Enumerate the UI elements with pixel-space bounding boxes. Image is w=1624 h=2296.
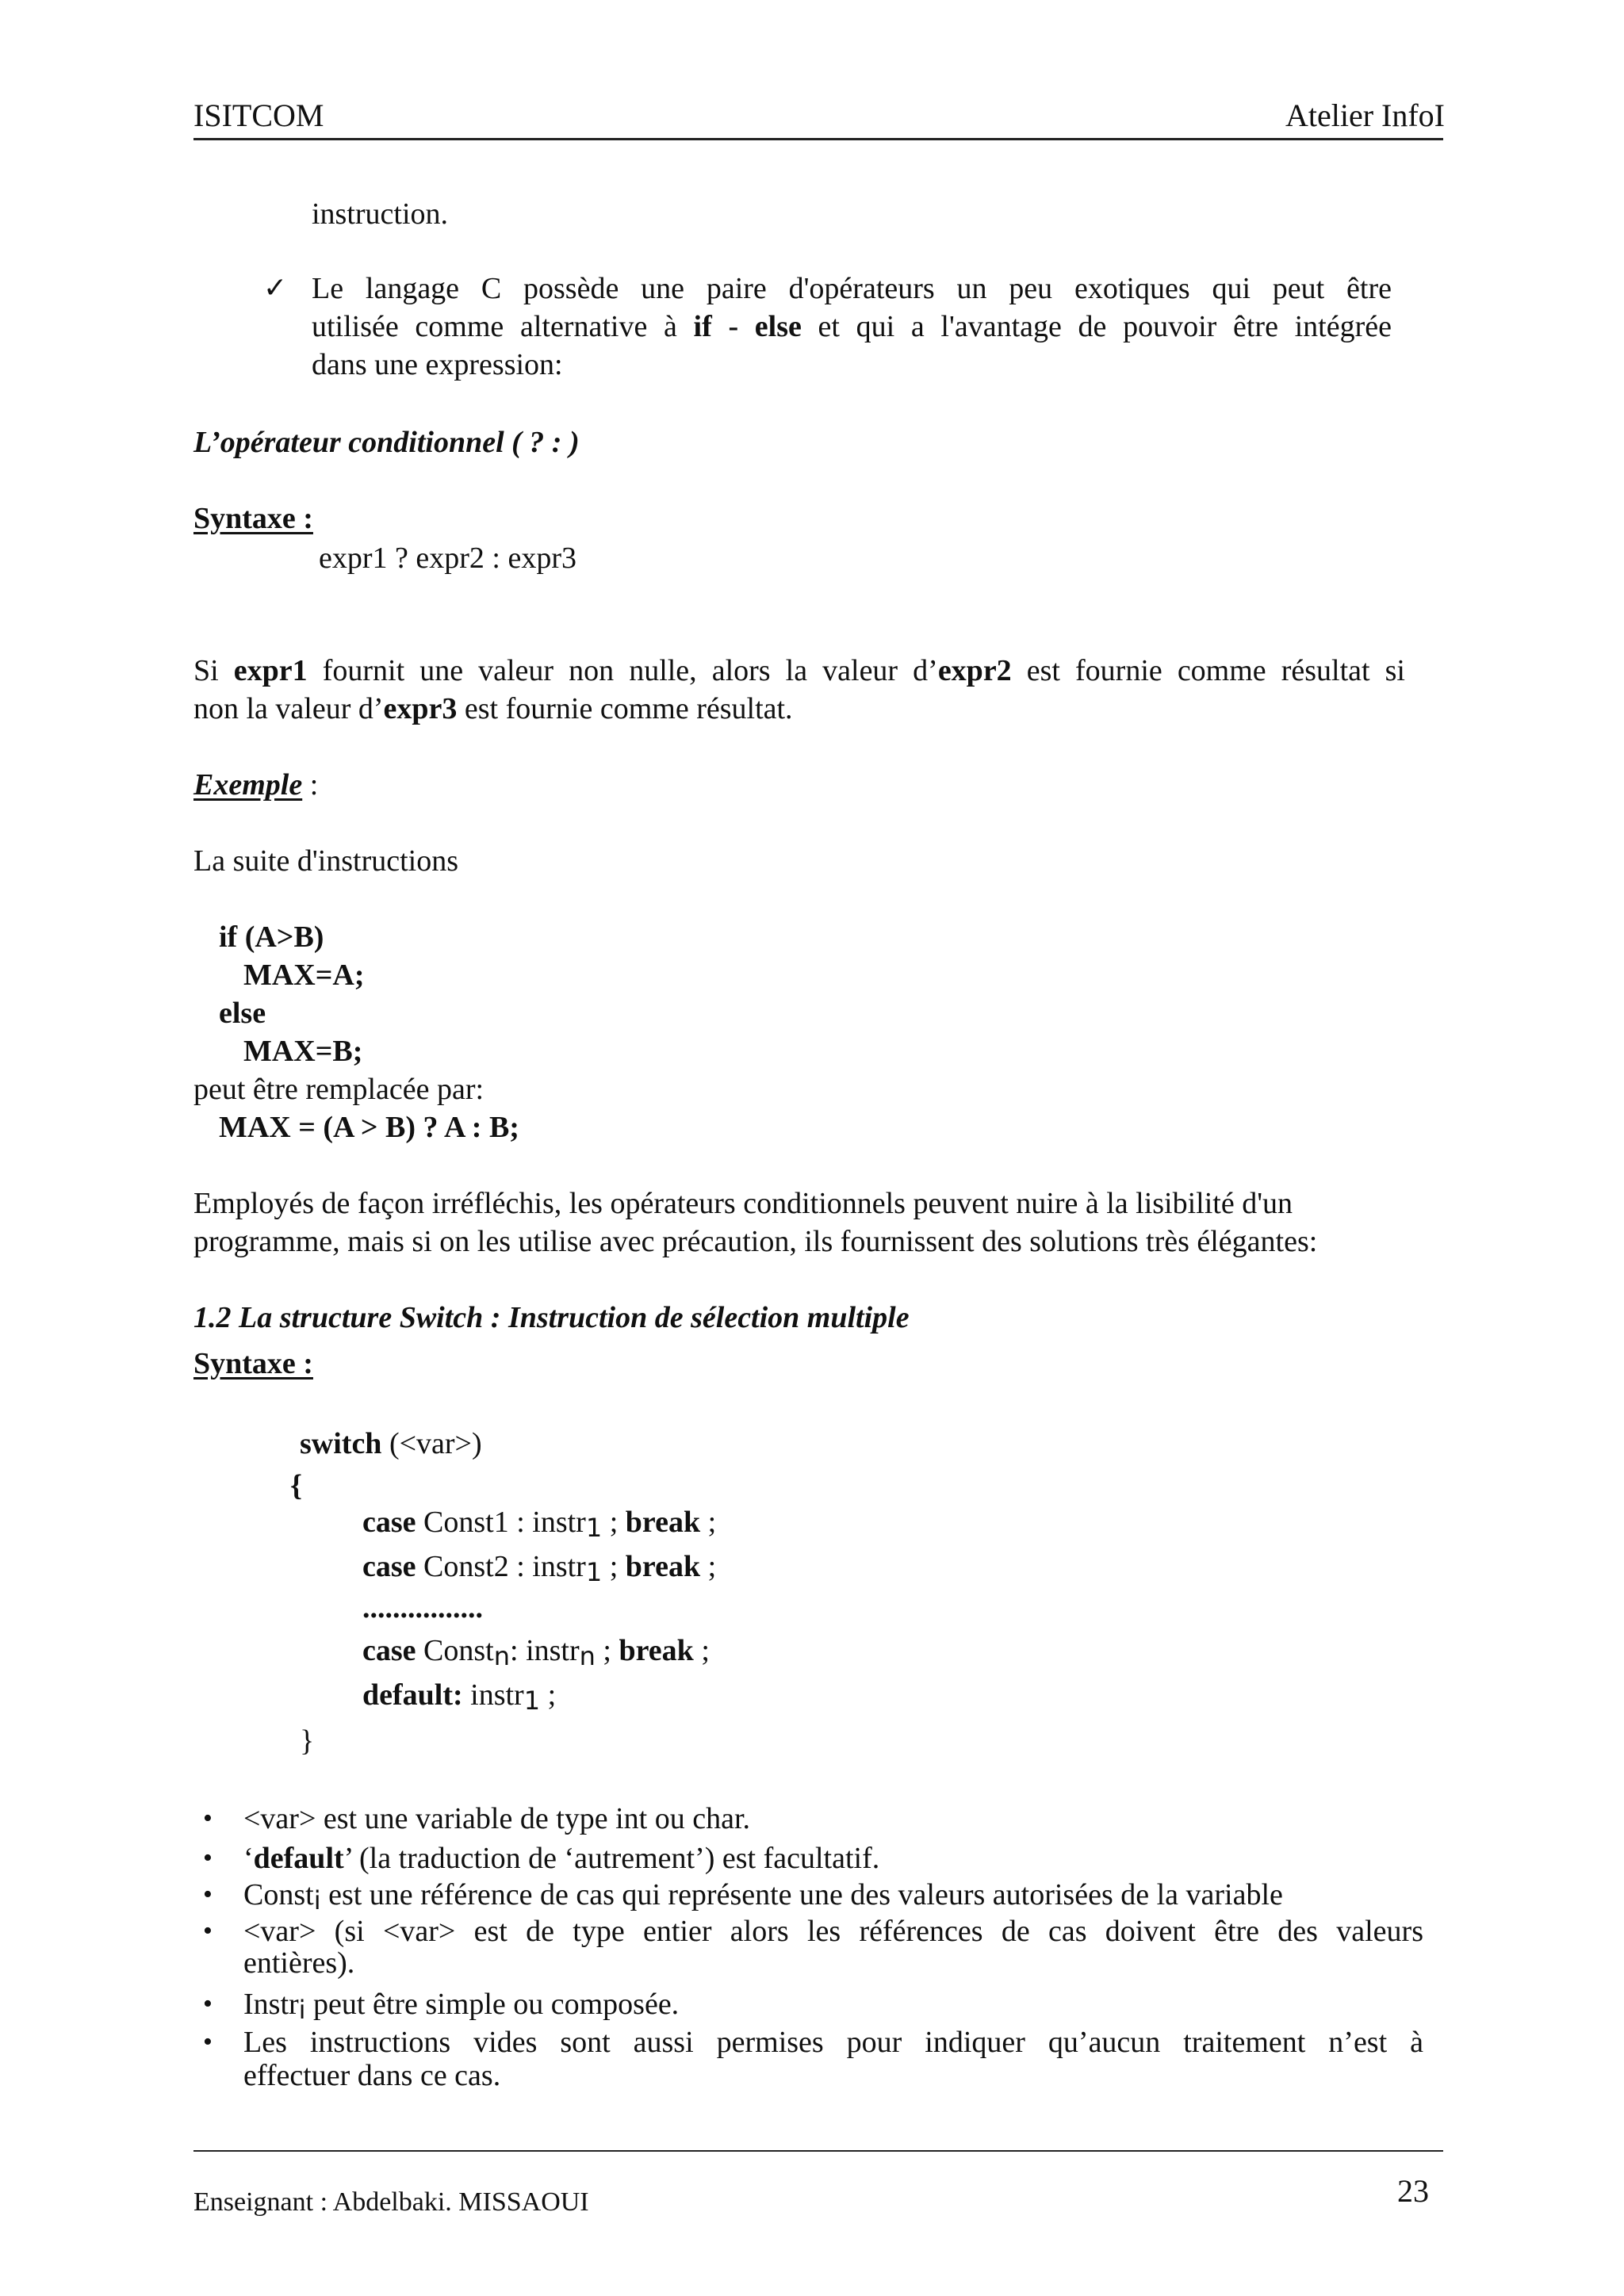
section-title-conditional: L’opérateur conditionnel ( ? : ) bbox=[193, 426, 580, 459]
switch-open-brace: { bbox=[290, 1469, 302, 1502]
check-mark-icon: ✓ bbox=[263, 272, 288, 304]
bullet-icon: • bbox=[203, 1804, 213, 1833]
page-number: 23 bbox=[1397, 2173, 1429, 2209]
remark-line-2: programme, mais si on les utilise avec précaution, ils fournissent des solutions très élégantes: bbox=[193, 1225, 1318, 1258]
remark-line-1: Employés de façon irréfléchis, les opérateurs conditionnels peuvent nuire à la lisibilité d'un bbox=[193, 1187, 1293, 1220]
description-line-1: Si expr1 fournit une valeur non nulle, alors la valeur d’expr2 est fournie comme résultat si bbox=[193, 654, 1405, 687]
header-left: ISITCOM bbox=[193, 98, 324, 133]
bullet-item-5: Instri peut être simple ou composée. bbox=[243, 1988, 680, 2025]
bullet-item-4-line-2: entières). bbox=[243, 1946, 355, 1980]
bullet-item-3: Consti est une référence de cas qui représente une des valeurs autorisées de la variable bbox=[243, 1878, 1283, 1915]
code-line-else: else bbox=[219, 997, 266, 1030]
code-line-max-b: MAX=B; bbox=[243, 1035, 363, 1068]
example-intro: La suite d'instructions bbox=[193, 844, 459, 878]
footer-rule bbox=[193, 2150, 1443, 2152]
switch-line: switch (<var>) bbox=[300, 1427, 482, 1460]
bullet-item-6-line-2: effectuer dans ce cas. bbox=[243, 2059, 501, 2092]
example-label: Exemple : bbox=[193, 768, 319, 802]
switch-case-2: case Const2 : instr1 ; break ; bbox=[362, 1550, 717, 1587]
paragraph-continuation: instruction. bbox=[312, 197, 449, 231]
header-right: Atelier InfoI bbox=[1285, 98, 1445, 133]
bullet-icon: • bbox=[203, 2027, 213, 2057]
switch-ellipsis: ................ bbox=[362, 1591, 483, 1624]
switch-case-1: case Const1 : instr1 ; break ; bbox=[362, 1506, 717, 1543]
bullet-item-2: ‘default’ (la traduction de ‘autrement’) est facultatif. bbox=[243, 1842, 880, 1875]
code-line-if: if (A>B) bbox=[219, 920, 324, 954]
check-item-line-2: utilisée comme alternative à if - else et qui a l'avantage de pouvoir être intégrée bbox=[312, 310, 1392, 343]
syntax-label-switch: Syntaxe : bbox=[193, 1347, 313, 1380]
switch-case-n: case Constn: instrn ; break ; bbox=[362, 1634, 710, 1671]
bullet-icon: • bbox=[203, 1843, 213, 1873]
header-rule bbox=[193, 138, 1443, 140]
check-item-line-3: dans une expression: bbox=[312, 348, 563, 381]
section-title-switch: 1.2 La structure Switch : Instruction de sélection multiple bbox=[193, 1301, 910, 1334]
bullet-item-1: <var> est une variable de type int ou char. bbox=[243, 1802, 751, 1835]
code-line-ternary: MAX = (A > B) ? A : B; bbox=[219, 1111, 519, 1144]
check-item-line-1: Le langage C possède une paire d'opérateurs un peu exotiques qui peut être bbox=[312, 272, 1392, 305]
syntax-expression: expr1 ? expr2 : expr3 bbox=[319, 541, 576, 575]
syntax-label: Syntaxe : bbox=[193, 502, 313, 535]
bullet-item-6-line-1: Les instructions vides sont aussi permises pour indiquer qu’aucun traitement n’est à bbox=[243, 2026, 1423, 2059]
bullet-item-4-line-1: <var> (si <var> est de type entier alors les références de cas doivent être des valeurs bbox=[243, 1915, 1423, 1948]
footer-teacher: Enseignant : Abdelbaki. MISSAOUI bbox=[193, 2187, 589, 2217]
description-line-2: non la valeur d’expr3 est fournie comme résultat. bbox=[193, 692, 793, 725]
switch-default: default: instr1 ; bbox=[362, 1678, 557, 1716]
bullet-icon: • bbox=[203, 1989, 213, 2019]
bullet-icon: • bbox=[203, 1916, 213, 1946]
bullet-icon: • bbox=[203, 1880, 213, 1909]
switch-close-brace: } bbox=[300, 1724, 315, 1758]
replace-text: peut être remplacée par: bbox=[193, 1073, 485, 1106]
code-line-max-a: MAX=A; bbox=[243, 959, 365, 992]
